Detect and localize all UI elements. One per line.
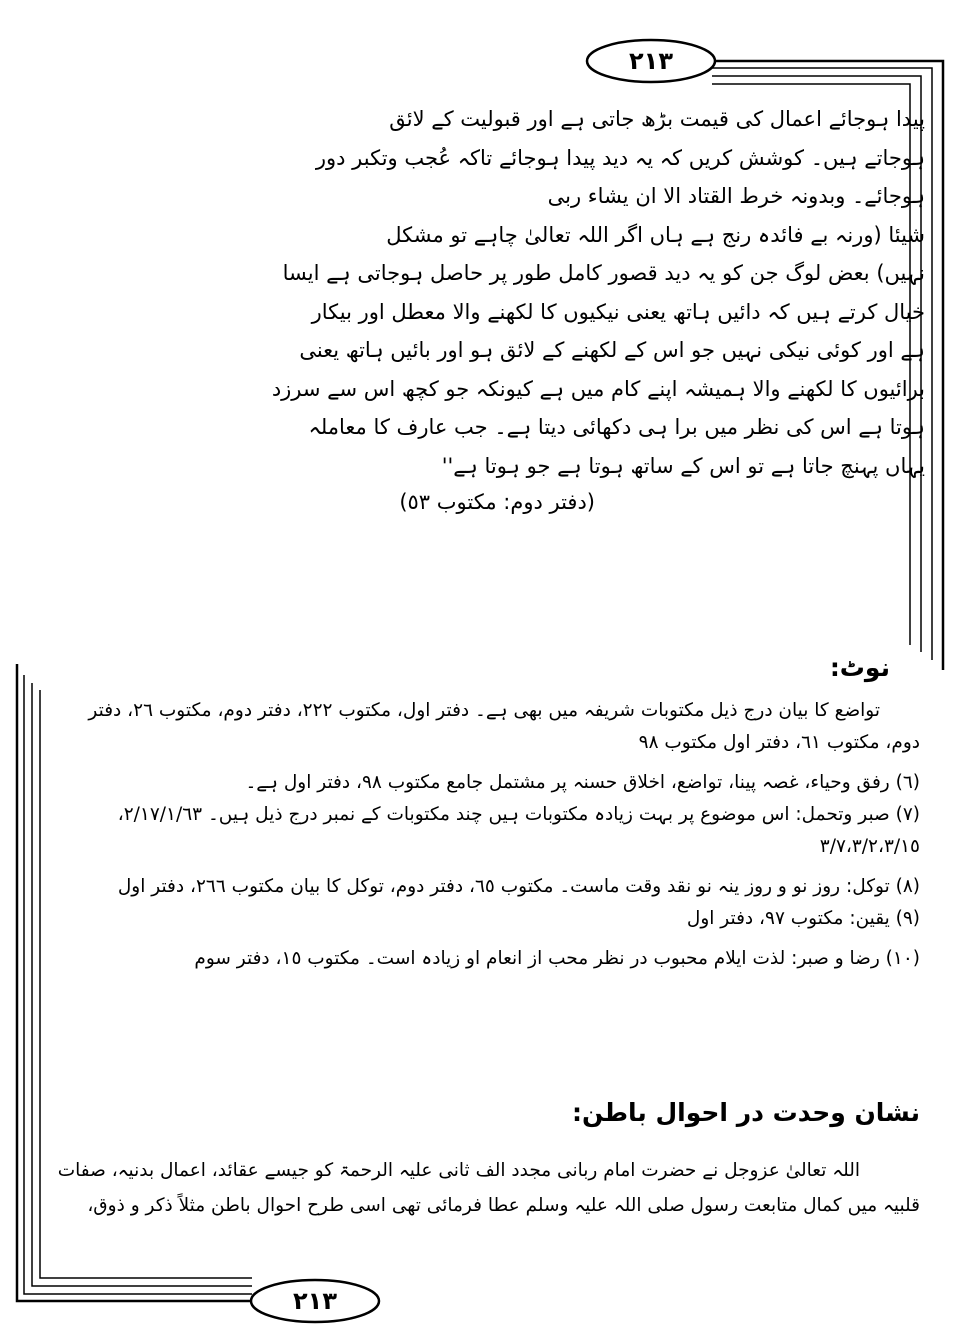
note-line: (٩) یقین: مکتوب ٩٧، دفتر اول <box>686 908 920 929</box>
quote-line: ہوتا ہے اس کی نظر میں برا ہی دکھائی دیتا ہے۔ جب عارف کا معاملہ <box>308 415 925 439</box>
note-list <box>40 695 920 975</box>
quoted-passage <box>190 100 925 522</box>
quote-line: خیال کرتے ہیں کہ دائیں ہاتھ یعنی نیکیوں کا لکھنے والا معطل اور بیکار <box>311 299 925 324</box>
quote-line: یہاں پہنچ جاتا ہے تو اس کے ساتھ ہوتا ہے جو ہوتا ہے'' <box>441 453 925 478</box>
page-number-top: ٢١٣ <box>629 47 673 75</box>
body-line: قلبیہ میں کمال متابعت رسول صلی اللہ علیہ وسلم عطا فرمائی تھی اسی طرح احوال باطن مثلاً ذکر و ذوق، <box>87 1195 920 1216</box>
quote-line: ہے اور کوئی نیکی نہیں جو اس کے لکھنے کے لائق ہو اور بائیں ہاتھ یعنی <box>299 338 925 362</box>
note-line: (١٠) رضا و صبر: لذت ایلام محبوب در نظر محب از انعام او زیادہ است۔ مکتوب ١٥، دفتر سوم <box>194 948 920 969</box>
quote-line: ہوجاتے ہیں۔ کوشش کریں کہ یہ دید پیدا ہوجائے تاکہ عُجب وتکبر دور <box>315 145 925 170</box>
note-line: (٨) توکل: روز نو و روز ینہ نو نقد وقت ماست۔ مکتوب ٦٥، دفتر دوم، توکل کا بیان مکتوب ٢٦٦، دفتر اول <box>117 876 920 897</box>
quote-reference: (دفتر دوم: مکتوب ٥٣) <box>399 490 595 514</box>
note-line: (٧) صبر وتحمل: اس موضوع پر بہت زیادہ مکتوبات ہیں چند مکتوبات کے نمبر درج ذیل ہیں۔ ٢/١٧/١/٦٣، <box>117 804 920 825</box>
quote-line: برائیوں کا لکھنے والا ہمیشہ اپنے کام میں ہے کیونکہ جو کچھ اس سے سرزد <box>271 376 925 401</box>
quote-line: ہوجائے۔ وبدونہ خرط القتاد الا ان یشاء ربی <box>547 184 925 208</box>
note-line: تواضع کا بیان درج ذیل مکتوبات شریفہ میں بھی ہے۔ دفتر اول، مکتوب ٢٢٢، دفتر دوم، مکتوب ٢٦، دفتر <box>88 700 880 721</box>
page-number-bottom: ٢١٣ <box>293 1287 337 1315</box>
note-heading: نوٹ: <box>829 653 890 682</box>
note-line: دوم، مکتوب ٦١، دفتر اول مکتوب ٩٨ <box>638 732 920 753</box>
section-body <box>40 1153 920 1223</box>
quote-line: شیئا (ورنہ بے فائدہ رنج ہے ہاں اگر اللہ تعالیٰ چاہے تو مشکل <box>386 222 925 247</box>
body-line: اللہ تعالیٰ عزوجل نے حضرت امام ربانی مجدد الف ثانی علیہ الرحمۃ کو جیسے عقائد، اعمال بدنیہ، صفات <box>57 1160 860 1181</box>
quote-line: پیدا ہوجائے اعمال کی قیمت بڑھ جاتی ہے اور قبولیت کے لائق <box>389 107 925 131</box>
quote-line: نہیں) بعض لوگ جن کو یہ دید قصور کامل طور پر حاصل ہوجاتی ہے ایسا <box>282 261 925 285</box>
section-heading: نشان وحدت در احوال باطن: <box>571 1098 920 1127</box>
note-line: (٦) رفق وحیاء، غصہ پینا، تواضع، اخلاق حسنہ پر مشتمل جامع مکتوب ٩٨، دفتر اول ہے۔ <box>245 772 920 793</box>
note-line: ٣/٧،٣/٢،٣/١٥ <box>819 836 920 857</box>
